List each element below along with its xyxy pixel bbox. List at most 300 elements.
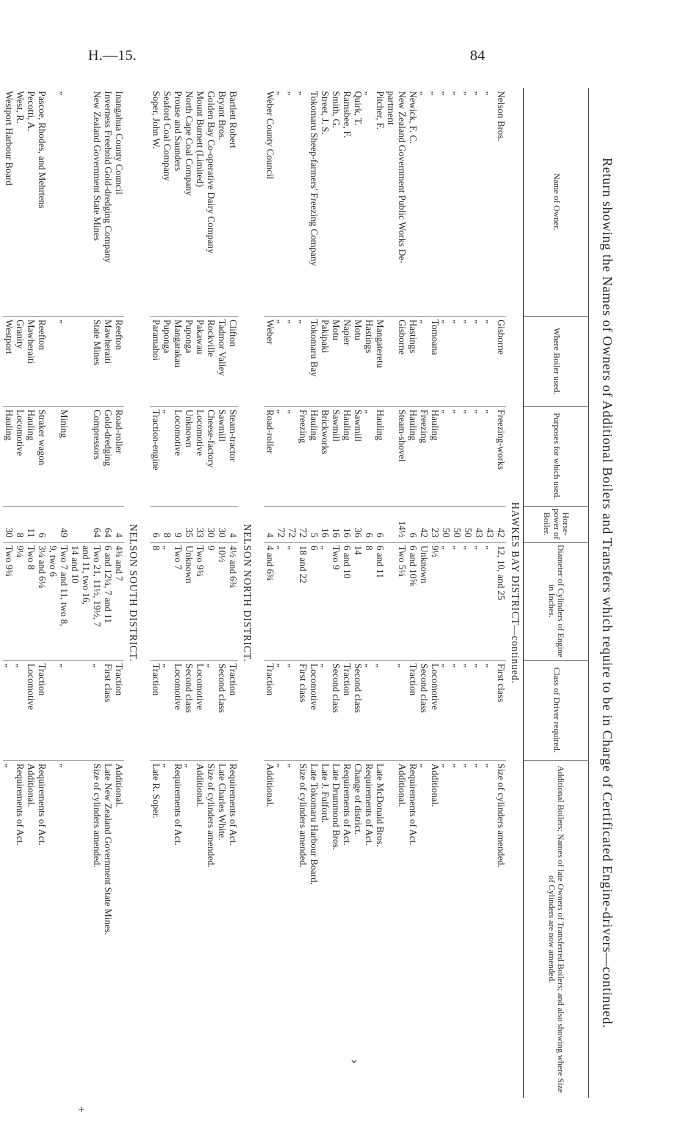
district-heading: HAWKES BAY DISTRICT—continued. [509,502,520,684]
owner-cell: Golden Bay Co-operative Dairy Company [205,88,216,316]
cylinders-cell: „ [319,542,330,660]
remarks-cell: Requirements of Act. [172,763,183,846]
header-remarks: Additional Boilers; Names of late Owners of Transferred Boilers; and also showing where Size of Cylinders are now amended. [524,760,589,1098]
where-cell: „ [440,316,451,406]
where-cell: „ [297,316,308,406]
cylinders-cell: Two 9¾ [3,542,14,660]
where-cell: Tadmor Valley [216,316,227,406]
cylinders-cell: 18 and 22 [297,542,308,660]
remarks-cell: „ [440,763,451,768]
driver-class-cell: First class [102,660,113,760]
where-cell: „ [275,316,286,406]
driver-class-cell: „ [451,660,462,760]
driver-class-cell: „ [161,660,172,760]
owner-cell: „ [440,88,451,316]
table-row [80,88,91,1098]
cylinders-cell: 14 [352,542,363,660]
driver-class-cell: „ [440,660,451,760]
table-row [172,88,183,1098]
cylinders-cell: 14 and 10 [69,542,80,660]
table-row [429,88,440,1098]
table-row [36,88,47,1098]
remarks-cell: Additional. [396,763,407,807]
table-row [363,88,374,1098]
table-row [216,88,227,1098]
table-row [407,88,418,1098]
cylinders-cell: „ [161,542,172,660]
remarks-cell: Size of cylinders amended. [495,763,506,868]
where-cell: Puponga [183,316,194,406]
driver-class-cell [80,660,91,760]
horse-power-cell: 35 [183,506,194,542]
remarks-cell: „ [473,763,484,768]
where-cell: Hastings [407,316,418,406]
owner-cell: Westport Harbour Board [3,88,14,316]
driver-class-cell: Second class [352,660,363,760]
remarks-cell: Late R. Soper. [150,763,161,819]
remarks-cell: „ [275,763,286,768]
where-cell: Westport [3,316,14,406]
table-row [264,88,275,1098]
owner-cell: „ [58,88,69,316]
cylinders-cell: 12, 10, and 25 [495,542,506,660]
cylinders-cell: Two 9 [330,542,341,660]
cylinders-cell: „ [286,542,297,660]
district-heading-row [238,88,255,1098]
owner-cell: New Zealand Government State Mines [91,88,102,316]
cylinders-cell: 9½ [429,542,440,660]
district-heading: NELSON SOUTH DISTRICT. [127,524,138,662]
table-row [25,88,36,1098]
cylinders-cell: „ [275,542,286,660]
owner-cell [47,88,58,316]
horse-power-cell: 6 [363,506,374,542]
owner-cell: „ [473,88,484,316]
purpose-cell [385,406,396,506]
remarks-cell: „ [3,763,14,768]
where-cell: Reefton [36,316,47,406]
purpose-cell: „ [363,406,374,506]
horse-power-cell: 5 [308,506,319,542]
remarks-cell: „ [161,763,172,768]
purpose-cell: „ [275,406,286,506]
binding-mark-icon: + [78,1102,85,1116]
table-title: Return showing the Names of Owners of Additional Boilers and Transfers which require to be in Charge of Certificated Engine-drivers—continued. [600,157,615,1029]
table-row [14,88,25,1098]
table-row [91,88,102,1098]
horse-power-cell: 72 [275,506,286,542]
remarks-cell: „ [286,763,297,768]
where-cell: Mawheraiti [102,316,113,406]
cylinders-cell: 9, two 6 [47,542,58,660]
remarks-cell: Late J. Fulford. [319,763,330,823]
horse-power-cell: 50 [440,506,451,542]
owner-cell: Ramsbee, F. [341,88,352,316]
spacer-cell [141,88,150,1098]
table-row [297,88,308,1098]
where-cell: Motu [352,316,363,406]
where-cell: Napier [341,316,352,406]
table-row [69,88,80,1098]
where-cell: Weber [264,316,275,406]
horse-power-cell [47,506,58,542]
table-row [3,88,14,1098]
where-cell: State Mines [91,316,102,406]
driver-class-cell: „ [205,660,216,760]
horse-power-cell: 30 [216,506,227,542]
horse-power-cell: 33 [194,506,205,542]
where-cell: „ [286,316,297,406]
table-row [113,88,124,1098]
remarks-cell: Late Tokomaru Harbour Board. [308,763,319,885]
table-row [58,88,69,1098]
where-cell: Gisborne [495,316,506,406]
remarks-cell: Late Drummond Bros. [330,763,341,851]
driver-class-cell: Locomotive [308,660,319,760]
owner-cell: Pecotti, A. [25,88,36,316]
table-header-row [524,88,589,1098]
owner-cell: New Zealand Government Public Works De- [396,88,407,316]
remarks-cell [80,760,91,1098]
purpose-cell: Traction-engine [150,406,161,506]
horse-power-cell: 43 [473,506,484,542]
horse-power-cell: 36 [352,506,363,542]
purpose-cell: Gold-dredging [102,406,113,506]
cylinders-cell: 6 and 12¼, 7 and 11 [102,542,113,660]
cylinders-cell: 4½ and 6¾ [227,542,238,660]
horse-power-cell: 6 [374,506,385,542]
where-cell: „ [484,316,495,406]
cylinders-cell: „ [451,542,462,660]
row-spacer [141,88,150,1098]
cylinders-cell: 8 [363,542,374,660]
owner-cell: partment [385,88,396,316]
driver-class-cell: „ [286,660,297,760]
owner-cell: West, R. [14,88,25,316]
remarks-cell: Additional. [194,763,205,807]
owner-cell: „ [429,88,440,316]
owner-cell: Quirk, T. [352,88,363,316]
driver-class-cell: Traction [264,660,275,760]
owner-cell: Soper, John W. [150,88,161,316]
cylinders-cell: 4¾ and 7 [113,542,124,660]
purpose-cell: Locomotive [14,406,25,506]
horse-power-cell: 50 [462,506,473,542]
horse-power-cell: 4 [227,506,238,542]
cylinders-cell: 9¼ [14,542,25,660]
remarks-cell: Additional. [429,763,440,807]
remarks-cell: „ [58,763,69,768]
purpose-cell: Road-roller [113,406,124,506]
owner-cell: Pascoe, Rhodes, and Mehrtens [36,88,47,316]
where-cell: „ [451,316,462,406]
cylinders-cell: 10½ [216,542,227,660]
cylinders-cell: „ [462,542,473,660]
table-row [484,88,495,1098]
purpose-cell: „ [451,406,462,506]
horse-power-cell: 6 [407,506,418,542]
table-row [286,88,297,1098]
horse-power-cell: 16 [341,506,352,542]
table-row [227,88,238,1098]
driver-class-cell: Locomotive [429,660,440,760]
district-heading: NELSON NORTH DISTRICT. [241,523,252,663]
driver-class-cell: Traction [407,660,418,760]
remarks-cell: Late McDonald Bros. [374,763,385,847]
spacer-cell [255,88,264,1098]
driver-class-cell: Traction [227,660,238,760]
where-cell: Gisborne [396,316,407,406]
purpose-cell: Hauling [374,406,385,506]
owner-cell: Newick, F. C. [407,88,418,316]
owner-cell: Street, J. S. [319,88,330,316]
purpose-cell: Locomotive [172,406,183,506]
owner-cell [80,88,91,316]
cylinders-cell: Two 5¼ [396,542,407,660]
owner-cell: „ [286,88,297,316]
purpose-cell [69,406,80,506]
header-cylinders: Diameter of Cylinders of Engine in Inches. [524,542,589,660]
table-row [102,88,113,1098]
owner-cell: Smith, G. [330,88,341,316]
horse-power-cell: 72 [286,506,297,542]
purpose-cell: Brickworks [319,406,330,506]
driver-class-cell: Second class [216,660,227,760]
driver-class-cell: Locomotive [172,660,183,760]
purpose-cell: Straker wagon [36,406,47,506]
purpose-cell: Hauling [407,406,418,506]
driver-class-cell: First class [297,660,308,760]
driver-class-cell: „ [462,660,473,760]
horse-power-cell: 4 [264,506,275,542]
horse-power-cell: 8 [14,506,25,542]
cylinders-cell: and 11, two 16, [80,542,91,660]
remarks-cell: Additional. [264,763,275,807]
where-cell [47,316,58,406]
cylinders-cell [385,542,396,660]
purpose-cell: Mining [58,406,69,506]
purpose-cell: „ [473,406,484,506]
remarks-cell [47,760,58,1098]
where-cell: Granity [14,316,25,406]
remarks-cell: Requirements of Act. [341,763,352,846]
horse-power-cell: 42 [495,506,506,542]
table-row [275,88,286,1098]
remarks-cell: Size of cylinders amended. [205,763,216,868]
owner-cell: Tokomaru Sheep-farmers' Freezing Company [308,88,319,316]
cylinders-cell: 6 and 11 [374,542,385,660]
cylinders-cell: Unknown [183,542,194,660]
horse-power-cell: 64 [102,506,113,542]
table-row [47,88,58,1098]
purpose-cell: „ [462,406,473,506]
remarks-cell: Size of cylinders amended. [297,763,308,868]
owner-cell: Bryant Bros. [216,88,227,316]
remarks-cell [69,760,80,1098]
owner-cell: Inangahua County Council [113,88,124,316]
driver-class-cell: Locomotive [194,660,205,760]
table-row [418,88,429,1098]
owner-cell: Prouse and Saunders [172,88,183,316]
remarks-cell: „ [484,763,495,768]
owner-cell: Bartlett Robert [227,88,238,316]
owner-cell [69,88,80,316]
driver-class-cell: Traction [113,660,124,760]
row-spacer [255,88,264,1098]
cylinders-cell: 3¼ and 6¼ [36,542,47,660]
driver-class-cell: Second class [183,660,194,760]
purpose-cell: Road-roller [264,406,275,506]
purpose-cell: Locomotive [194,406,205,506]
where-cell: Mawheraiti [25,316,36,406]
table-row [150,88,161,1098]
where-cell: Mangateretu [374,316,385,406]
cylinders-cell: Unknown [418,542,429,660]
horse-power-cell: 72 [297,506,308,542]
binding-mark-icon: ⌄ [349,1052,360,1066]
horse-power-cell: 49 [58,506,69,542]
horse-power-cell: 8 [161,506,172,542]
owner-cell: Weber County Council [264,88,275,316]
remarks-cell: Late New Zealand Government State Mines. [102,763,113,936]
where-cell: Tomoana [429,316,440,406]
where-cell: Pakipaki [319,316,330,406]
horse-power-cell: 50 [451,506,462,542]
purpose-cell: Freezing [418,406,429,506]
horse-power-cell: 6 [150,506,161,542]
cylinders-cell: Two 7 [172,542,183,660]
remarks-cell [385,760,396,1098]
header-horse-power: Horse-power of Boiler. [524,506,589,542]
driver-class-cell: „ [319,660,330,760]
table-row [205,88,216,1098]
horse-power-cell: 16 [319,506,330,542]
horse-power-cell: 42 [418,506,429,542]
driver-class-cell [47,660,58,760]
remarks-cell: „ [418,763,429,768]
driver-class-cell: „ [14,660,25,760]
table-row [473,88,484,1098]
owner-cell: „ [484,88,495,316]
purpose-cell: Sawmill [330,406,341,506]
table-row [352,88,363,1098]
where-cell: Hastings [363,316,374,406]
remarks-cell: Size of cylinders amended. [91,763,102,868]
purpose-cell [47,406,58,506]
purpose-cell [80,406,91,506]
owner-cell: „ [275,88,286,316]
owner-cell: North Cape Coal Company [183,88,194,316]
cylinders-cell: 9 [205,542,216,660]
table-row [341,88,352,1098]
owner-cell: Pitcher, F. [374,88,385,316]
owner-cell: Mount Burnett (Limited) [194,88,205,316]
driver-class-cell [69,660,80,760]
where-cell: „ [418,316,429,406]
where-cell: Pakawau [194,316,205,406]
remarks-cell: Change of district. [352,763,363,835]
cylinders-cell: „ [473,542,484,660]
district-heading-row [124,88,141,1098]
driver-class-cell: „ [473,660,484,760]
driver-class-cell: „ [91,660,102,760]
where-cell [80,316,91,406]
purpose-cell: „ [286,406,297,506]
owner-cell: „ [363,88,374,316]
return-table [3,88,589,1098]
horse-power-cell: 43 [484,506,495,542]
where-cell: Clifton [227,316,238,406]
driver-class-cell: First class [495,660,506,760]
where-cell [69,316,80,406]
where-cell: Puponga [161,316,172,406]
purpose-cell: „ [161,406,172,506]
where-cell: „ [473,316,484,406]
cylinders-cell: Two 8 [25,542,36,660]
remarks-cell: „ [183,763,194,768]
owner-cell: „ [462,88,473,316]
remarks-cell: Requirements of Act. [227,763,238,846]
driver-class-cell: Traction [150,660,161,760]
cylinders-cell: Two 9¾ [194,542,205,660]
cylinders-cell: 6 and 10⅝ [407,542,418,660]
header-driver-class: Class of Driver required. [524,660,589,760]
purpose-cell: Sawmill [216,406,227,506]
table-row [308,88,319,1098]
cylinders-cell: 4 and 6¾ [264,542,275,660]
horse-power-cell: 23 [429,506,440,542]
owner-cell: Seaford Coal Company [161,88,172,316]
remarks-cell: Additional. [25,763,36,807]
table-row [194,88,205,1098]
district-heading-row [506,88,524,1098]
table-row [330,88,341,1098]
driver-class-cell: „ [275,660,286,760]
table-row [440,88,451,1098]
driver-class-cell: Second class [330,660,341,760]
owner-cell: „ [451,88,462,316]
page-number: 84 [470,48,485,64]
purpose-cell: Unknown [183,406,194,506]
cylinders-cell: 6 [308,542,319,660]
owner-cell: „ [418,88,429,316]
cylinders-cell: 8 [150,542,161,660]
remarks-cell: Requirements of Act. [14,763,25,846]
table-row [495,88,506,1098]
horse-power-cell: 64 [91,506,102,542]
purpose-cell: Hauling [308,406,319,506]
cylinders-cell: 6 and 10 [341,542,352,660]
driver-class-cell: Traction [36,660,47,760]
horse-power-cell: 14½ [396,506,407,542]
horse-power-cell [80,506,91,542]
remarks-cell: Requirements of Act. [36,763,47,846]
driver-class-cell: Traction [341,660,352,760]
table-row [451,88,462,1098]
purpose-cell: „ [440,406,451,506]
cylinders-cell: „ [440,542,451,660]
document-reference: H.—15. [88,48,137,64]
purpose-cell: Steam-shovel [396,406,407,506]
purpose-cell: Cheese-factory [205,406,216,506]
remarks-cell: „ [451,763,462,768]
purpose-cell: Freezing-works [495,406,506,506]
driver-class-cell [385,660,396,760]
purpose-cell: Hauling [25,406,36,506]
rotated-table-area [3,88,615,1098]
where-cell: Rockville [205,316,216,406]
horse-power-cell: 11 [25,506,36,542]
